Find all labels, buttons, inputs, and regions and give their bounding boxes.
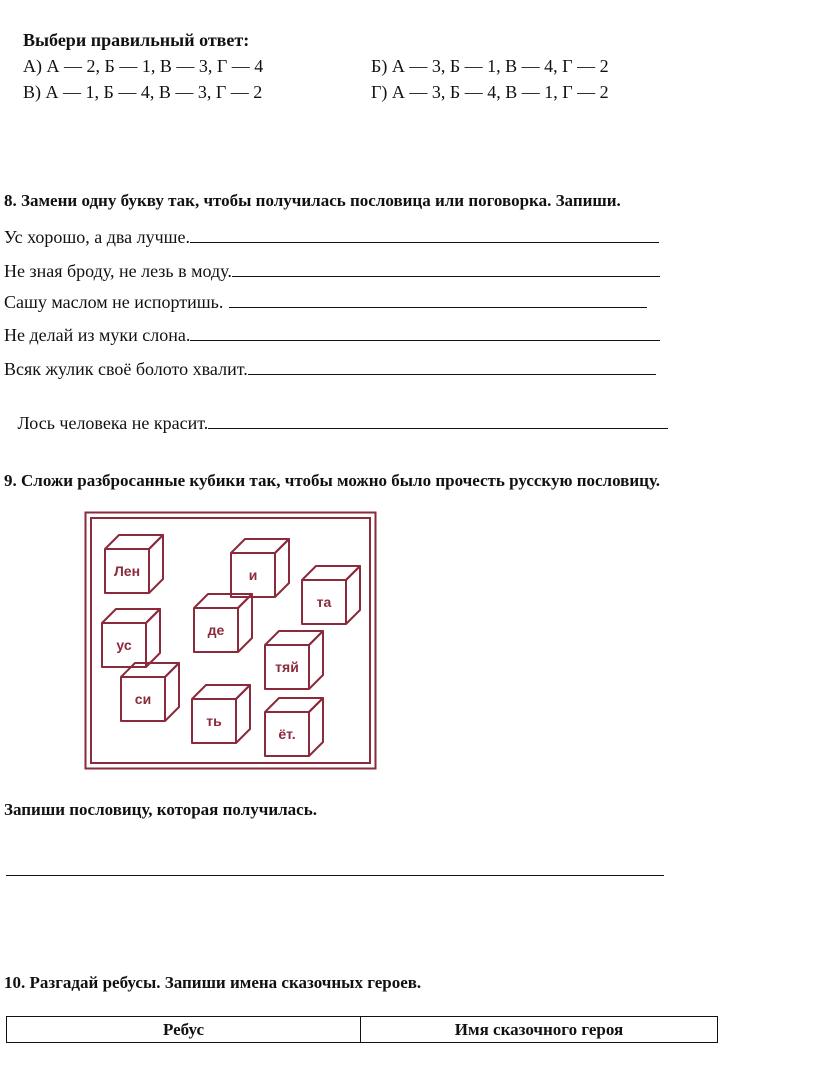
cubes-illustration: [84, 511, 377, 770]
letter-cube: [121, 663, 179, 721]
letter-cube: [194, 594, 252, 652]
task7-prompt: Выбери правильный ответ:: [23, 30, 250, 50]
answer-blank[interactable]: [229, 290, 647, 308]
proverb-line: [4, 357, 656, 380]
answer-blank[interactable]: [208, 411, 668, 429]
letter-cube: [302, 566, 360, 624]
cube-label: и: [248, 567, 258, 583]
cube-label: ть: [206, 713, 222, 729]
proverb-line: [4, 225, 659, 248]
answer-option-a: А) А — 2, Б — 1, В — 3, Г — 4: [23, 56, 264, 76]
proverb-text: Сашу маслом не испортишь.: [4, 292, 224, 312]
cube-label: ус: [116, 637, 132, 653]
proverb-line: [4, 323, 660, 346]
answer-option-b: Б) А — 3, Б — 1, В — 4, Г — 2: [371, 56, 609, 76]
proverb-line: [4, 390, 668, 434]
proverb-line: [4, 259, 660, 282]
cubes-figure: [84, 511, 377, 770]
rebus-table: [6, 1016, 718, 1043]
proverb-text: Не делай из муки слона.: [4, 325, 191, 345]
cube-label: Лен: [113, 563, 141, 579]
answer-blank[interactable]: [190, 225, 659, 243]
proverb-text: Ус хорошо, а два лучше.: [4, 227, 191, 247]
proverb-text: Не зная броду, не лезь в моду.: [4, 261, 232, 281]
cubes-layer: [102, 535, 360, 756]
proverb-text: Лось человека не красит.: [13, 413, 209, 433]
cube-label: си: [134, 691, 152, 707]
answer-blank[interactable]: [190, 323, 660, 341]
task8-title: 8. Замени одну букву так, чтобы получилась пословица или поговорка. Запиши.: [4, 191, 621, 210]
answer-option-v: В) А — 1, Б — 4, В — 3, Г — 2: [23, 82, 263, 102]
answer-blank[interactable]: [248, 357, 656, 375]
proverb-text: Всяк жулик своё болото хвалит.: [4, 359, 248, 379]
letter-cube: [265, 631, 323, 689]
table-header-hero-name: Имя сказочного героя: [454, 1019, 624, 1039]
answer-blank[interactable]: [232, 259, 660, 277]
letter-cube: [105, 535, 163, 593]
task10-title: 10. Разгадай ребусы. Запиши имена сказочных героев.: [4, 973, 422, 992]
cube-label: тяй: [275, 659, 299, 675]
task9-answer-prompt: Запиши пословицу, которая получилась.: [4, 800, 317, 819]
letter-cube: [102, 609, 160, 667]
cube-label: де: [207, 622, 225, 638]
answer-option-g: Г) А — 3, Б — 4, В — 1, Г — 2: [371, 82, 609, 102]
table-header-rebus: Ребус: [7, 1017, 361, 1042]
letter-cube: [265, 698, 323, 756]
letter-cube: [231, 539, 289, 597]
proverb-answer-line[interactable]: [6, 875, 664, 876]
proverb-line: [4, 290, 647, 313]
cube-label: ёт.: [278, 726, 296, 742]
cube-label: та: [316, 594, 332, 610]
letter-cube: [192, 685, 250, 743]
task9-title: 9. Сложи разбросанные кубики так, чтобы можно было прочесть русскую пословицу.: [4, 471, 660, 490]
